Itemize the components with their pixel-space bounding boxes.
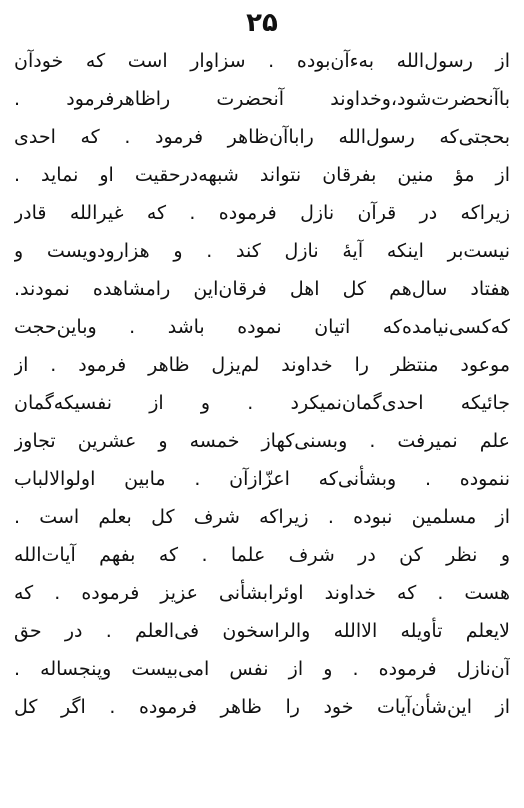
text-line: لایعلم تأویله الاالله والراسخون فی‌العلم . در حق — [14, 620, 510, 642]
text-line: ننموده . وبشأنی‌که اعزّازآن . مابین اولوالالباب — [14, 468, 510, 490]
text-line: آن‌نازل فرموده . و از نفس امی‌بیست وپنجساله . — [14, 658, 510, 680]
text-line: باآنحضرت‌شود،وخداوند آنحضرت راظاهرفرمود . — [14, 88, 510, 110]
page-number: ۲۵ — [246, 8, 278, 38]
body-text — [14, 42, 510, 726]
text-line: موعود منتظر را خداوند لم‌یزل ظاهر فرمود . از — [14, 354, 510, 376]
text-line: از رسول‌الله به‌ءآن‌بوده . سزاوار است که خودآن — [14, 50, 510, 72]
text-line: از مسلمین نبوده . زیراکه شرف کل بعلم است . — [14, 506, 510, 528]
text-line: هفتاد سال‌هم کل اهل فرقان‌این رامشاهده نمودند. — [14, 278, 510, 300]
text-line: زیراکه در قرآن نازل فرموده . که غیرالله قادر — [14, 202, 510, 224]
text-line: هست . که خداوند اوئرابشأنی عزیز فرموده . که — [14, 582, 510, 604]
text-line: جائیکه احدی‌گمان‌نمیکرد . و از نفسیکه‌گمان — [14, 392, 510, 414]
text-line: بحجتی‌که رسول‌الله راباآن‌ظاهر فرمود . که احدی — [14, 126, 510, 148]
text-line: که‌کسی‌نیامده‌که اتیان نموده باشد . وباین‌حجت — [14, 316, 510, 338]
text-line: و نظر کن در شرف علما . که بفهم آیات‌الله — [14, 544, 510, 566]
text-line: علم نمیرفت . وبسنی‌کهاز خمسه و عشرین تجاوز — [14, 430, 510, 452]
text-line: از مؤ منین بفرقان نتواند شبهه‌درحقیت او نماید . — [14, 164, 510, 186]
text-line: نیست‌بر اینکه آیهٔ نازل کند . و هزارودویست و — [14, 240, 510, 262]
text-line: از این‌شأن‌آیات خود را ظاهر فرموده . اگر کل — [14, 696, 510, 718]
